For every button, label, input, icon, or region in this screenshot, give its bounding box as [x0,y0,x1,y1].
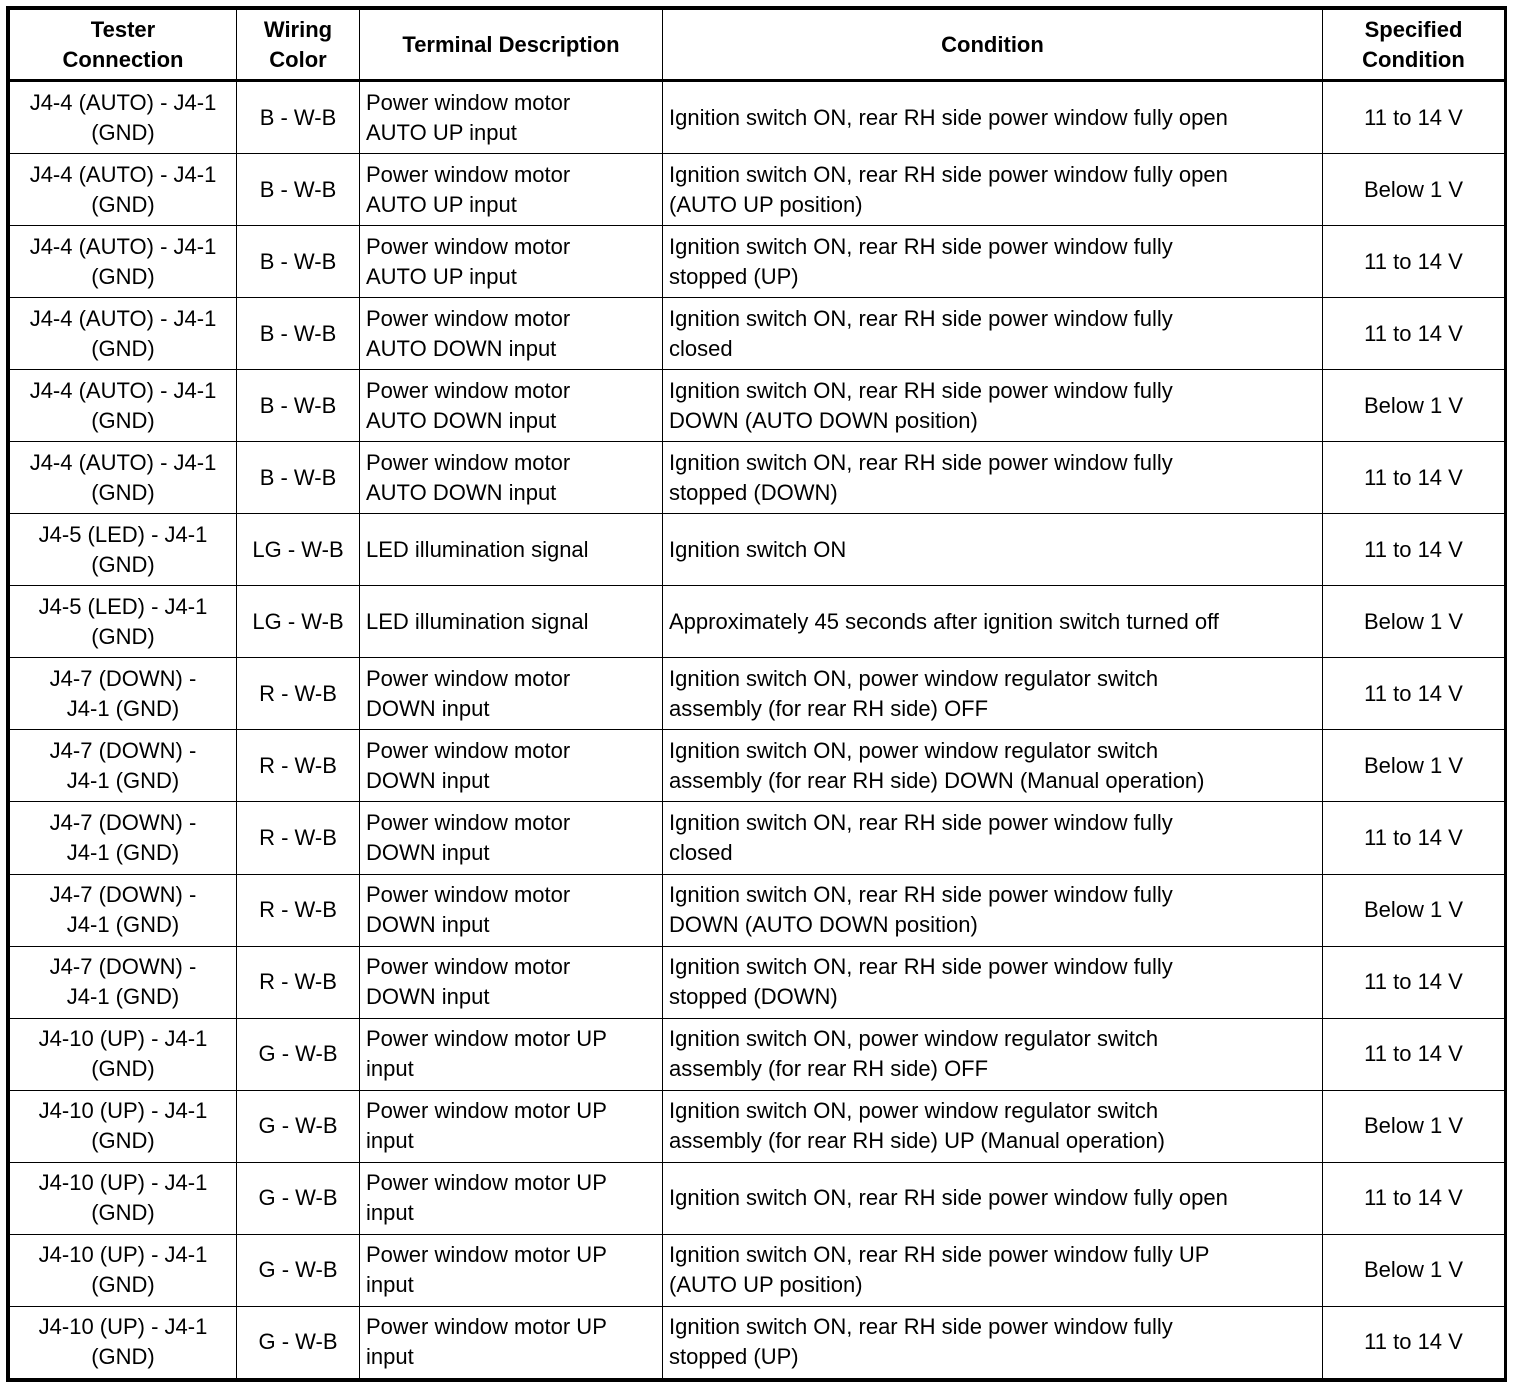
cell-condition-line1: Ignition switch ON, rear RH side power window fully [669,882,1173,908]
cell-terminal-description [360,802,663,874]
cell-tester-connection-line1: J4-4 (AUTO) - J4-1 [29,449,217,475]
cell-tester-connection-line2: (GND) [91,263,155,289]
cell-condition-line1: Ignition switch ON, rear RH side power window fully open [669,1185,1228,1211]
cell-terminal-description-line1: Power window motor [366,665,571,691]
cell-tester-connection-line1: J4-7 (DOWN) - [49,665,197,691]
cell-tester-connection-line2: (GND) [91,1344,155,1370]
cell-specified-condition: Below 1 V [1323,1234,1505,1306]
header-specified-line1: Specified [1364,16,1463,42]
cell-condition-line2: closed [669,840,733,865]
cell-terminal-description [360,298,663,370]
header-row [10,10,1505,81]
cell-terminal-description-line1: Power window motor [366,954,571,980]
cell-terminal-description [360,442,663,514]
cell-terminal-description [360,658,663,730]
table-row [10,802,1505,874]
cell-tester-connection-line2: (GND) [91,191,155,217]
table-row [10,226,1505,298]
cell-condition-line2: DOWN (AUTO DOWN position) [669,407,978,433]
cell-wiring-color: R - W-B [237,802,360,874]
cell-terminal-description-line2: AUTO DOWN input [366,407,557,433]
cell-terminal-description-line1: Power window motor UP [366,1170,607,1196]
cell-tester-connection-line2: (GND) [91,479,155,505]
cell-condition-line2: DOWN (AUTO DOWN position) [669,912,978,938]
cell-condition-line1: Ignition switch ON [669,536,847,562]
cell-tester-connection-line1: J4-7 (DOWN) - [49,737,197,763]
cell-tester-connection-line1: J4-10 (UP) - J4-1 [38,1170,208,1196]
cell-terminal-description-line2: DOWN input [366,912,490,938]
cell-tester-connection-line2: (GND) [91,407,155,433]
cell-condition [663,1090,1323,1162]
cell-terminal-description-line1: Power window motor [366,882,571,908]
cell-terminal-description-line1: Power window motor [366,89,571,115]
cell-terminal-description-line2: input [366,1272,414,1298]
cell-tester-connection [10,154,237,226]
cell-terminal-description-line2: DOWN input [366,767,490,793]
cell-terminal-description-line1: Power window motor UP [366,1314,607,1340]
cell-specified-condition: Below 1 V [1323,730,1505,802]
cell-specified-condition: 11 to 14 V [1323,658,1505,730]
cell-condition-line2: closed [669,335,733,361]
cell-tester-connection-line2: (GND) [91,551,155,577]
cell-tester-connection-line2: (GND) [91,119,155,145]
cell-tester-connection-line1: J4-7 (DOWN) - [49,954,197,980]
cell-terminal-description [360,1234,663,1306]
cell-condition-line1: Ignition switch ON, rear RH side power window fully [669,233,1173,259]
cell-condition [663,154,1323,226]
cell-tester-connection-line1: J4-4 (AUTO) - J4-1 [29,233,217,259]
cell-condition-line1: Ignition switch ON, power window regulator switch [669,737,1159,763]
header-tester-line1: Tester [90,16,156,42]
cell-specified-condition: Below 1 V [1323,1090,1505,1162]
cell-condition [663,1162,1323,1234]
cell-specified-condition: Below 1 V [1323,586,1505,658]
cell-specified-condition: Below 1 V [1323,154,1505,226]
cell-tester-connection [10,1018,237,1090]
cell-tester-connection-line1: J4-10 (UP) - J4-1 [38,1314,208,1340]
cell-wiring-color: G - W-B [237,1162,360,1234]
cell-terminal-description [360,1018,663,1090]
cell-terminal-description-line1: Power window motor [366,737,571,763]
cell-specified-condition: 11 to 14 V [1323,1162,1505,1234]
cell-terminal-description-line2: DOWN input [366,695,490,721]
cell-tester-connection-line2: J4-1 (GND) [66,695,180,721]
table-row [10,874,1505,946]
cell-terminal-description-line2: input [366,1344,414,1370]
cell-condition-line2: assembly (for rear RH side) UP (Manual operation) [669,1128,1165,1154]
table-row [10,154,1505,226]
header-specified-line2: Condition [1362,46,1465,72]
cell-condition [663,1018,1323,1090]
cell-condition [663,298,1323,370]
header-specified-condition [1323,10,1505,81]
cell-specified-condition: 11 to 14 V [1323,1018,1505,1090]
cell-condition [663,658,1323,730]
cell-wiring-color: B - W-B [237,81,360,154]
table-body [10,81,1505,1379]
header-wiring-color [237,10,360,81]
cell-terminal-description-line1: Power window motor [366,233,571,259]
cell-condition-line1: Ignition switch ON, rear RH side power window fully [669,377,1173,403]
cell-wiring-color: B - W-B [237,370,360,442]
table-row [10,586,1505,658]
table-row [10,81,1505,154]
cell-specified-condition: Below 1 V [1323,370,1505,442]
cell-tester-connection [10,1234,237,1306]
cell-condition-line2: (AUTO UP position) [669,1272,863,1298]
cell-condition [663,81,1323,154]
cell-tester-connection [10,946,237,1018]
cell-condition-line1: Approximately 45 seconds after ignition switch turned off [669,608,1219,634]
table-row [10,298,1505,370]
cell-terminal-description [360,154,663,226]
cell-tester-connection [10,730,237,802]
cell-condition-line1: Ignition switch ON, rear RH side power window fully [669,954,1173,980]
cell-tester-connection-line1: J4-7 (DOWN) - [49,882,197,908]
table-row [10,1162,1505,1234]
cell-condition [663,1306,1323,1378]
cell-condition [663,370,1323,442]
cell-condition-line2: stopped (DOWN) [669,984,838,1010]
cell-condition-line1: Ignition switch ON, power window regulator switch [669,665,1159,691]
cell-terminal-description [360,370,663,442]
cell-condition [663,730,1323,802]
cell-wiring-color: G - W-B [237,1018,360,1090]
cell-specified-condition: 11 to 14 V [1323,81,1505,154]
cell-wiring-color: LG - W-B [237,586,360,658]
cell-terminal-description-line1: Power window motor [366,161,571,187]
cell-terminal-description-line1: Power window motor UP [366,1242,607,1268]
cell-tester-connection-line2: (GND) [91,1272,155,1298]
cell-tester-connection [10,874,237,946]
cell-condition-line2: stopped (UP) [669,263,799,289]
cell-condition [663,802,1323,874]
cell-tester-connection-line2: J4-1 (GND) [66,767,180,793]
cell-terminal-description-line1: LED illumination signal [366,608,589,634]
cell-tester-connection [10,442,237,514]
cell-tester-connection [10,370,237,442]
cell-condition-line2: stopped (UP) [669,1344,799,1370]
cell-terminal-description [360,226,663,298]
header-terminal-description: Terminal Description [360,10,663,81]
cell-terminal-description-line2: input [366,1128,414,1154]
cell-tester-connection-line1: J4-10 (UP) - J4-1 [38,1098,208,1124]
table-row [10,1018,1505,1090]
cell-terminal-description-line2: DOWN input [366,840,490,865]
cell-tester-connection [10,226,237,298]
cell-condition [663,586,1323,658]
table-row [10,442,1505,514]
cell-terminal-description-line2: AUTO UP input [366,263,517,289]
table-row [10,946,1505,1018]
cell-terminal-description-line1: Power window motor [366,810,571,835]
cell-terminal-description [360,1306,663,1378]
table-row [10,730,1505,802]
cell-wiring-color: R - W-B [237,730,360,802]
cell-terminal-description-line2: AUTO DOWN input [366,335,557,361]
table-row [10,514,1505,586]
cell-wiring-color: B - W-B [237,298,360,370]
cell-condition [663,1234,1323,1306]
cell-condition-line2: (AUTO UP position) [669,191,863,217]
header-tester-line2: Connection [62,46,184,72]
cell-tester-connection-line1: J4-4 (AUTO) - J4-1 [29,377,217,403]
cell-tester-connection-line2: (GND) [91,1056,155,1082]
cell-tester-connection [10,802,237,874]
cell-terminal-description-line1: Power window motor [366,449,571,475]
cell-terminal-description-line2: input [366,1200,414,1226]
table-row [10,1234,1505,1306]
header-wiring-line2: Color [269,46,327,72]
cell-terminal-description-line2: AUTO UP input [366,191,517,217]
cell-condition-line1: Ignition switch ON, power window regulator switch [669,1098,1159,1124]
cell-terminal-description-line1: Power window motor UP [366,1026,607,1052]
cell-tester-connection [10,586,237,658]
cell-terminal-description-line1: LED illumination signal [366,536,589,562]
cell-condition-line1: Ignition switch ON, rear RH side power window fully [669,810,1173,835]
cell-terminal-description-line1: Power window motor UP [366,1098,607,1124]
table-row [10,658,1505,730]
cell-terminal-description [360,874,663,946]
cell-tester-connection-line2: J4-1 (GND) [66,984,180,1010]
cell-tester-connection-line1: J4-5 (LED) - J4-1 [38,521,208,547]
cell-tester-connection-line2: J4-1 (GND) [66,912,180,938]
cell-specified-condition: Below 1 V [1323,874,1505,946]
cell-tester-connection [10,298,237,370]
cell-tester-connection-line1: J4-4 (AUTO) - J4-1 [29,161,217,187]
cell-tester-connection [10,1090,237,1162]
cell-wiring-color: R - W-B [237,946,360,1018]
cell-tester-connection [10,1306,237,1378]
cell-condition-line1: Ignition switch ON, rear RH side power window fully [669,305,1173,331]
cell-tester-connection-line1: J4-4 (AUTO) - J4-1 [29,305,217,331]
table-row [10,1090,1505,1162]
cell-terminal-description [360,1090,663,1162]
header-condition: Condition [663,10,1323,81]
cell-terminal-description [360,1162,663,1234]
cell-terminal-description-line1: Power window motor [366,305,571,331]
cell-condition [663,946,1323,1018]
cell-tester-connection [10,1162,237,1234]
cell-terminal-description-line1: Power window motor [366,377,571,403]
cell-condition-line2: assembly (for rear RH side) OFF [669,1056,989,1082]
cell-condition-line1: Ignition switch ON, power window regulator switch [669,1026,1159,1052]
cell-terminal-description-line2: input [366,1056,414,1082]
cell-condition [663,514,1323,586]
cell-tester-connection [10,514,237,586]
cell-tester-connection-line1: J4-10 (UP) - J4-1 [38,1242,208,1268]
cell-tester-connection-line1: J4-7 (DOWN) - [49,810,197,835]
inspection-table-frame [6,6,1507,1382]
cell-tester-connection [10,81,237,154]
cell-specified-condition: 11 to 14 V [1323,1306,1505,1378]
table-row [10,1306,1505,1378]
cell-wiring-color: R - W-B [237,874,360,946]
cell-wiring-color: R - W-B [237,658,360,730]
cell-condition [663,226,1323,298]
header-tester-connection [10,10,237,81]
cell-tester-connection-line2: (GND) [91,335,155,361]
cell-specified-condition: 11 to 14 V [1323,946,1505,1018]
header-wiring-line1: Wiring [263,16,333,42]
cell-wiring-color: G - W-B [237,1306,360,1378]
cell-condition [663,874,1323,946]
cell-tester-connection-line2: J4-1 (GND) [66,840,180,865]
cell-terminal-description [360,514,663,586]
cell-terminal-description [360,586,663,658]
cell-condition-line1: Ignition switch ON, rear RH side power window fully open [669,161,1228,187]
cell-wiring-color: B - W-B [237,442,360,514]
cell-condition-line1: Ignition switch ON, rear RH side power window fully [669,1314,1173,1340]
cell-condition-line2: stopped (DOWN) [669,479,838,505]
cell-specified-condition: 11 to 14 V [1323,298,1505,370]
cell-condition-line1: Ignition switch ON, rear RH side power window fully UP [669,1242,1210,1268]
cell-specified-condition: 11 to 14 V [1323,802,1505,874]
cell-tester-connection-line2: (GND) [91,1128,155,1154]
cell-wiring-color: LG - W-B [237,514,360,586]
cell-specified-condition: 11 to 14 V [1323,226,1505,298]
cell-wiring-color: B - W-B [237,226,360,298]
cell-tester-connection-line2: (GND) [91,1200,155,1226]
cell-wiring-color: G - W-B [237,1090,360,1162]
cell-terminal-description-line2: AUTO UP input [366,119,517,145]
cell-tester-connection [10,658,237,730]
cell-wiring-color: B - W-B [237,154,360,226]
cell-condition [663,442,1323,514]
cell-terminal-description-line2: AUTO DOWN input [366,479,557,505]
cell-tester-connection-line1: J4-10 (UP) - J4-1 [38,1026,208,1052]
terminal-inspection-table [9,9,1505,1379]
table-row [10,370,1505,442]
cell-specified-condition: 11 to 14 V [1323,442,1505,514]
cell-tester-connection-line2: (GND) [91,623,155,649]
cell-condition-line1: Ignition switch ON, rear RH side power window fully open [669,104,1228,130]
cell-terminal-description [360,730,663,802]
cell-condition-line1: Ignition switch ON, rear RH side power window fully [669,449,1173,475]
cell-terminal-description-line2: DOWN input [366,984,490,1010]
cell-terminal-description [360,946,663,1018]
cell-wiring-color: G - W-B [237,1234,360,1306]
cell-condition-line2: assembly (for rear RH side) OFF [669,695,989,721]
cell-condition-line2: assembly (for rear RH side) DOWN (Manual operation) [669,767,1205,793]
cell-tester-connection-line1: J4-4 (AUTO) - J4-1 [29,89,217,115]
cell-terminal-description [360,81,663,154]
cell-tester-connection-line1: J4-5 (LED) - J4-1 [38,593,208,619]
cell-specified-condition: 11 to 14 V [1323,514,1505,586]
